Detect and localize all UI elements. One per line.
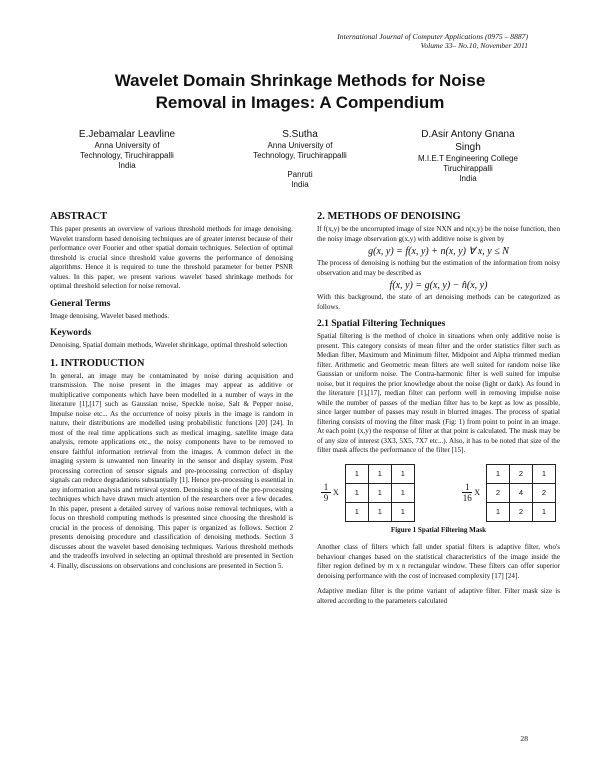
adaptive-text-1: Another class of filters which fall under spatial filters is adaptive filter, who's behaviour changes based on the statistical characteristics of the image inside the filter region defined by m x n rectangular window. These filters can offer superior denoising performance with the cost of increased complexity [17] [24]. bbox=[317, 543, 560, 580]
spatial-text: Spatial filtering is the method of choice in situations when only additive noise is present. This category consists of mean filter and the order statistics filter such as Median filter, Maximum and Minimum filter, Midpoint and Alpha trimmed median filter. Arithmetic and Geometric mean filters are well suited for random noise like Gaussian or uniform noise. The Contra-harmonic filter is well suited for impulse noise, but it requires the prior knowledge about the noise (light or dark). As found in the literature [1],[17], median filter can perform well in removing impulse noise while the number of passes of the median filter has to be kept as low as possible, since larger number of passes may result in blurred images. The process of spatial filtering consists of moving the filter mask (Fig: 1) from point to point in an image. At each point (x,y) the response of filter at that point is calculated. The mask may be of any size of interest (3X3, 5X5, 7X7 etc...). Also, it has to be noted that size of the filter mask affects the performance of the filter [15]. bbox=[317, 332, 560, 454]
mask-cell: 1 bbox=[345, 464, 368, 483]
mask-scale-fraction bbox=[321, 482, 331, 503]
multiply-sign: X bbox=[333, 487, 339, 497]
paper-title bbox=[40, 70, 560, 114]
mean-filter-mask bbox=[321, 464, 415, 522]
methods-text-2: The process of denoising is nothing but the estimation of the information from noisy observation and may be described as bbox=[317, 259, 560, 277]
author-city: Tiruchirappalli bbox=[443, 164, 493, 173]
author-country: India bbox=[118, 161, 136, 170]
author-affiliation: Technology, Tiruchirappalli bbox=[80, 151, 174, 160]
equation-1: g(x, y) = f(x, y) + n(x, y) ∀ x, y ≤ N bbox=[368, 246, 509, 257]
mask-cell: 1 bbox=[345, 502, 368, 521]
mask-cell: 2 bbox=[510, 502, 533, 521]
mask-cell: 1 bbox=[533, 464, 556, 483]
author-name: D.Asir Antony Gnana bbox=[421, 129, 515, 140]
author-affiliation: M.I.E.T Engineering College bbox=[418, 154, 518, 163]
author-country: India bbox=[459, 174, 477, 183]
author-name-cont: Singh bbox=[455, 142, 481, 153]
abstract-heading: ABSTRACT bbox=[50, 211, 108, 222]
page-number: 28 bbox=[520, 734, 528, 743]
mask-grid bbox=[486, 464, 556, 522]
author-city: Panruti bbox=[287, 170, 313, 179]
methods-heading: 2. METHODS OF DENOISING bbox=[317, 211, 461, 222]
mask-grid bbox=[345, 464, 415, 522]
author-2 bbox=[225, 128, 375, 190]
introduction-text: In general, an image may be contaminated by noise during acquisition and transmission. The noise present in the images may appear as additive or multiplicative components which have been modelled in a number of ways in the literature [1],[17] such as Gaussian noise, Speckle noise, Salt & Pepper noise, Impulse noise etc... As the occurrence of noisy pixels in the image is random in nature, their distributions are modelled using probabilistic functions [20] [24]. In most of the real time applications such as medical imaging, satellite image data analysis, remote applications etc., the noisy components have to be removed to ensure faithful information retrieval from the images. A common defect in the imaging system is unwanted non linearity in the sensor and display system. Post processing correction of sensor signals and pre-processing correction of display signals can reduce degradations substantially [1]. Hence pre-processing is essential in any information analysis and retrieval system. Denoising is one of the pre-processing techniques which have drawn much attention of the researchers over a few decades. In this paper, present a detailed survey of various noise removal techniques, with a focus on threshold computing methods is presented since choosing the threshold is crucial in the process of denoising. This paper is organized as follows. Section 2 presents denoising procedure and classification of denoising methods. Section 3 discusses about the wavelet based denoising techniques. Various threshold methods and the tradeoffs involved in selecting an optimal threshold are presented in Section 4. Finally, discussions on observations and conclusions are presented in Section 5. bbox=[50, 371, 293, 570]
author-affiliation: Anna University of bbox=[267, 141, 333, 150]
keywords-text: Denoising, Spatial domain methods, Wavelet shrinkage, optimal threshold selection bbox=[50, 341, 288, 349]
mask-cell: 1 bbox=[368, 483, 391, 502]
mask-cell: 2 bbox=[510, 464, 533, 483]
author-affiliation: Technology, Tiruchirappalli bbox=[253, 151, 347, 160]
adaptive-text-2: Adaptive median filter is the prime variant of adaptive filter. Filter mask size is altered according to the parameters calculated bbox=[317, 587, 560, 605]
general-terms-heading: General Terms bbox=[50, 298, 111, 309]
author-name: E.Jebamalar Leavline bbox=[78, 129, 176, 140]
general-terms-text: Image denoising, Wavelet based methods. bbox=[50, 311, 170, 320]
journal-header bbox=[337, 32, 528, 50]
fraction-numerator: 1 bbox=[323, 482, 329, 492]
fraction-denominator: 16 bbox=[462, 493, 472, 503]
author-name: S.Sutha bbox=[282, 129, 318, 140]
mask-cell: 1 bbox=[391, 483, 414, 502]
author-affiliation: Anna University of bbox=[94, 141, 160, 150]
keywords-heading: Keywords bbox=[50, 328, 92, 338]
mask-cell: 2 bbox=[533, 483, 556, 502]
figure-caption: Figure 1 Spatial Filtering Mask bbox=[390, 525, 487, 534]
author-3 bbox=[388, 128, 548, 184]
weighted-filter-mask bbox=[462, 464, 556, 522]
left-column bbox=[50, 210, 293, 577]
multiply-sign: X bbox=[474, 487, 480, 497]
mask-scale-fraction bbox=[462, 482, 472, 503]
fraction-numerator: 1 bbox=[464, 482, 470, 492]
methods-text-1: If f(x,y) be the uncorrupted image of size NXN and n(x,y) be the noise function, then the noisy image observation g(x,y) with additive noise is given by bbox=[317, 225, 560, 243]
methods-text-3: With this background, the state of art denoising methods can be categorized as follows. bbox=[317, 293, 560, 311]
author-country: India bbox=[291, 180, 309, 189]
equation-2: f(x, y) = g(x, y) − n̂(x, y) bbox=[389, 280, 488, 291]
title-line-2: Removal in Images: A Compendium bbox=[155, 93, 445, 112]
mask-cell: 1 bbox=[391, 502, 414, 521]
mask-cell: 1 bbox=[368, 464, 391, 483]
mask-cell: 2 bbox=[487, 483, 510, 502]
mask-cell: 4 bbox=[510, 483, 533, 502]
mask-cell: 1 bbox=[533, 502, 556, 521]
mask-cell: 1 bbox=[391, 464, 414, 483]
journal-volume: Volume 33– No.10, November 2011 bbox=[420, 41, 528, 50]
author-1 bbox=[48, 128, 206, 171]
mask-cell: 1 bbox=[487, 502, 510, 521]
mask-cell: 1 bbox=[368, 502, 391, 521]
introduction-heading: 1. INTRODUCTION bbox=[50, 357, 145, 369]
right-column bbox=[317, 210, 560, 612]
spatial-heading: 2.1 Spatial Filtering Techniques bbox=[317, 319, 446, 329]
title-line-1: Wavelet Domain Shrinkage Methods for Noise bbox=[114, 71, 486, 90]
journal-name: International Journal of Computer Applications (0975 – 8887) bbox=[337, 32, 528, 41]
figure-1 bbox=[321, 464, 556, 522]
mask-cell: 1 bbox=[487, 464, 510, 483]
fraction-denominator: 9 bbox=[323, 493, 329, 503]
mask-cell: 1 bbox=[345, 483, 368, 502]
abstract-text: This paper presents an overview of various threshold methods for image denoising. Wavelet transform based denoising techniques are of greater interest because of their performance over Fourier and other spatial domain techniques. Selection of optimal threshold is crucial since threshold value governs the performance of denoising algorithms. Hence it is required to tune the threshold parameter for better PSNR values. In this paper, we present various wavelet based shrinkage methods for optimal threshold selection for noise removal. bbox=[50, 225, 293, 290]
